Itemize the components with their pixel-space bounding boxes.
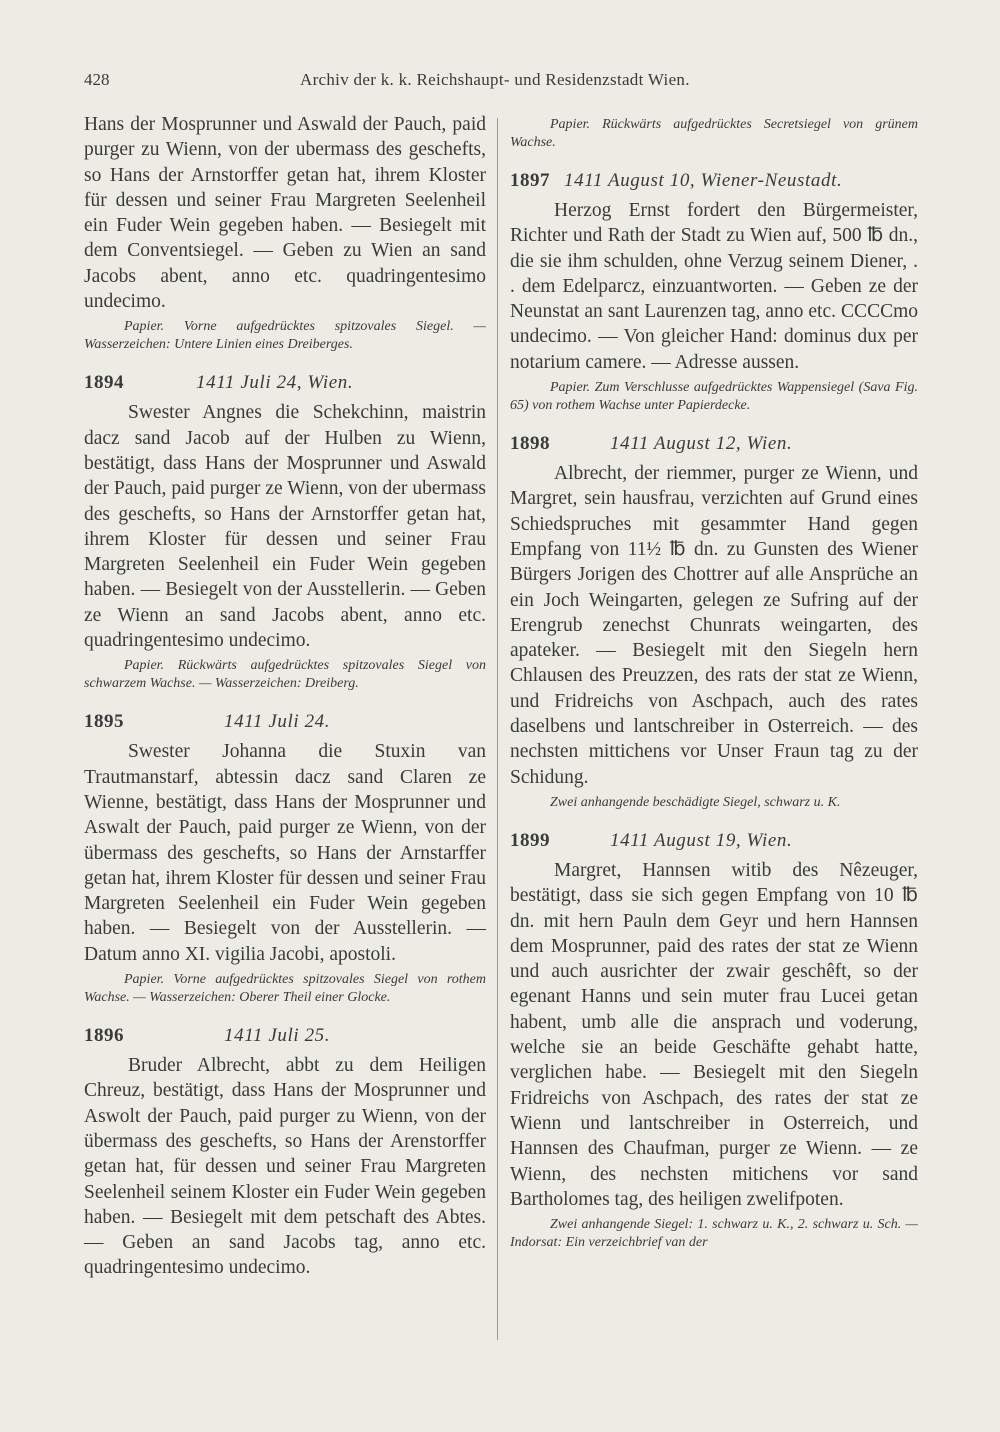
entry-1897	[510, 168, 918, 415]
continued-note: Papier. Rückwärts aufgedrücktes Secretsiegel von grünem Wachse.	[510, 117, 918, 150]
entry-note: Zwei anhangende beschädigte Siegel, schwarz u. K.	[550, 794, 841, 810]
entry-number: 1898	[510, 433, 550, 455]
right-column	[510, 112, 918, 1252]
entry-date: 1411 August 12, Wien.	[610, 433, 793, 455]
entry-text: Swester Angnes die Schekchinn, maistrin dacz sand Jacob auf der Hulben zu Wienn, bestätigt, dass Hans der Mosprunner und Aswald der Pauch, paid purger ze Wienn, von der ubermass des geschefts, so Hans der Arnstorffer getan hat, ihrem Kloster für dessen und seiner Frau Margreten Seelenheil ein Fuder Wein gegeben haben. — Besiegelt von der Ausstellerin. — Geben ze Wienn an sand Jacobs abent, anno etc. quadringentesimo undecimo.	[84, 402, 486, 652]
entry-text: Swester Johanna die Stuxin van Trautmanstarf, abtessin dacz sand Claren ze Wienne, bestätigt, dass Hans der Mosprunner und Aswalt der Pauch, paid purger ze Wienn, von der übermass des geschefts, so Hans der Arnstarffer getan hat, ihrem Kloster für dessen und seiner Frau Margreten Seelenheil ein Fuder Wein gegeben haben. — Besiegelt von der Ausstellerin. — Datum anno XI. vigilia Jacobi, apostoli.	[84, 741, 486, 965]
entry-note: Papier. Zum Verschlusse aufgedrücktes Wappensiegel (Sava Fig. 65) von rothem Wachse unter Papierdecke.	[510, 380, 918, 414]
page-header	[84, 70, 918, 100]
entry-text: Herzog Ernst fordert den Bürgermeister, Richter und Rath der Stadt zu Wien auf, 500 ℔ dn., die sie ihm schulden, ohne Verzug seinem Diener, . . dem Edelparcz, einzuantworten. — Geben ze der Neunstat an sant Laurenzen tag, anno etc. CCCCmo undecimo. — Von gleicher Hand: dominus dux per notarium camere. — Adresse aussen.	[510, 200, 918, 373]
entry-1896	[84, 1023, 486, 1281]
page-number: 428	[84, 70, 110, 89]
continued-text: Hans der Mosprunner und Aswald der Pauch, paid purger zu Wienn, von der ubermass des geschefts, so Hans der Arnstorffer getan hat, ihrem Kloster für dessen und seiner Frau Margreten Seelenheil ein Fuder Wein gegeben haben. — Besiegelt mit dem Conventsiegel. — Geben zu Wien an sand Jacobs abent, anno etc. quadringentesimo undecimo.	[84, 114, 486, 313]
entry-date: 1411 August 19, Wien.	[610, 829, 793, 851]
left-column	[84, 112, 486, 1281]
entry-date: 1411 Juli 25.	[224, 1025, 331, 1047]
entry-number: 1896	[84, 1025, 124, 1047]
column-divider	[497, 118, 498, 1340]
entry-1898	[510, 431, 918, 812]
entry-note: Papier. Rückwärts aufgedrücktes spitzovales Siegel von schwarzem Wachse. — Wasserzeichen: Dreiberg.	[84, 658, 486, 692]
entry-date: 1411 August 10, Wiener-Neustadt.	[564, 170, 843, 191]
entry-date: 1411 Juli 24.	[224, 711, 331, 733]
entry-number: 1895	[84, 711, 124, 733]
entry-1894	[84, 370, 486, 693]
entry-number: 1899	[510, 829, 550, 851]
continued-note: Papier. Vorne aufgedrücktes spitzovales Siegel. — Wasserzeichen: Untere Linien eines Dreiberges.	[84, 319, 486, 353]
entry-note: Papier. Vorne aufgedrücktes spitzovales Siegel von rothem Wachse. — Wasserzeichen: Oberer Theil einer Glocke.	[84, 972, 486, 1006]
entry-1899	[510, 828, 918, 1252]
entry-text: Margret, Hannsen witib des Nêzeuger, bestätigt, dass sie sich gegen Empfang von 10 ℔ dn. mit hern Pauln dem Geyr und hern Hannsen dem Mosprunner, paid des rates der stat ze Wienn und auch ausrichter der zwair geschêft, so der egenant Hanns und sein muter frau Lucei getan habent, umb alle die ansprach und voderung, welche sie an beide Geschäfte gehabt hatte, verglichen habe. — Besiegelt mit den Siegeln Fridreichs von Aschpach, des rates der stat ze Wienn und lantschreiber in Osterreich, und Hannsen des Chaufman, purger ze Wienn. — ze Wienn, des nechsten mitichens vor sand Bartholomes tag, des heiligen zwelifpoten.	[510, 859, 918, 1210]
running-title: Archiv der k. k. Reichshaupt- und Residenzstadt Wien.	[300, 70, 690, 89]
entry-date: 1411 Juli 24, Wien.	[196, 372, 354, 394]
entry-text: Bruder Albrecht, abbt zu dem Heiligen Chreuz, bestätigt, dass Hans der Mosprunner und Aswolt der Pauch, paid purger zu Wienn, von der übermass des geschefts, so Hans der Arenstorffer getan hat, für dessen und seiner Frau Margreten Seelenheil seinem Kloster ein Fuder Wein gegeben haben. — Besiegelt mit dem petschaft des Abtes. — Geben an sand Jacobs tag, anno etc. quadringentesimo undecimo.	[84, 1055, 486, 1279]
entry-text: Albrecht, der riemmer, purger ze Wienn, und Margret, sein hausfrau, verzichten auf Grund eines Schiedspruches mit gesammter Hand gegen Empfang von 11½ ℔ dn. zu Gunsten des Wiener Bürgers Jorigen des Chottrer auf alle Ansprüche an ein Joch Weingarten, gelegen ze Sufring auf der Erengrub zenechst Chunrats weingarten, des apateker. — Besiegelt mit den Siegeln hern Chlausen des Preuzzen, des rats der stat ze Wienn, und Fridreichs von Aschpach, auch des rates daselbens und lantschreiber in Osterreich. — des nechsten mittichens vor Unser Fraun tag zu der Schidung.	[510, 463, 918, 788]
entry-note: Zwei anhangende Siegel: 1. schwarz u. K., 2. schwarz u. Sch. — Indorsat: Ein verzeichbrief van der	[510, 1217, 918, 1251]
entry-1895	[84, 709, 486, 1007]
entry-number: 1897	[510, 170, 550, 191]
entry-number: 1894	[84, 372, 124, 394]
